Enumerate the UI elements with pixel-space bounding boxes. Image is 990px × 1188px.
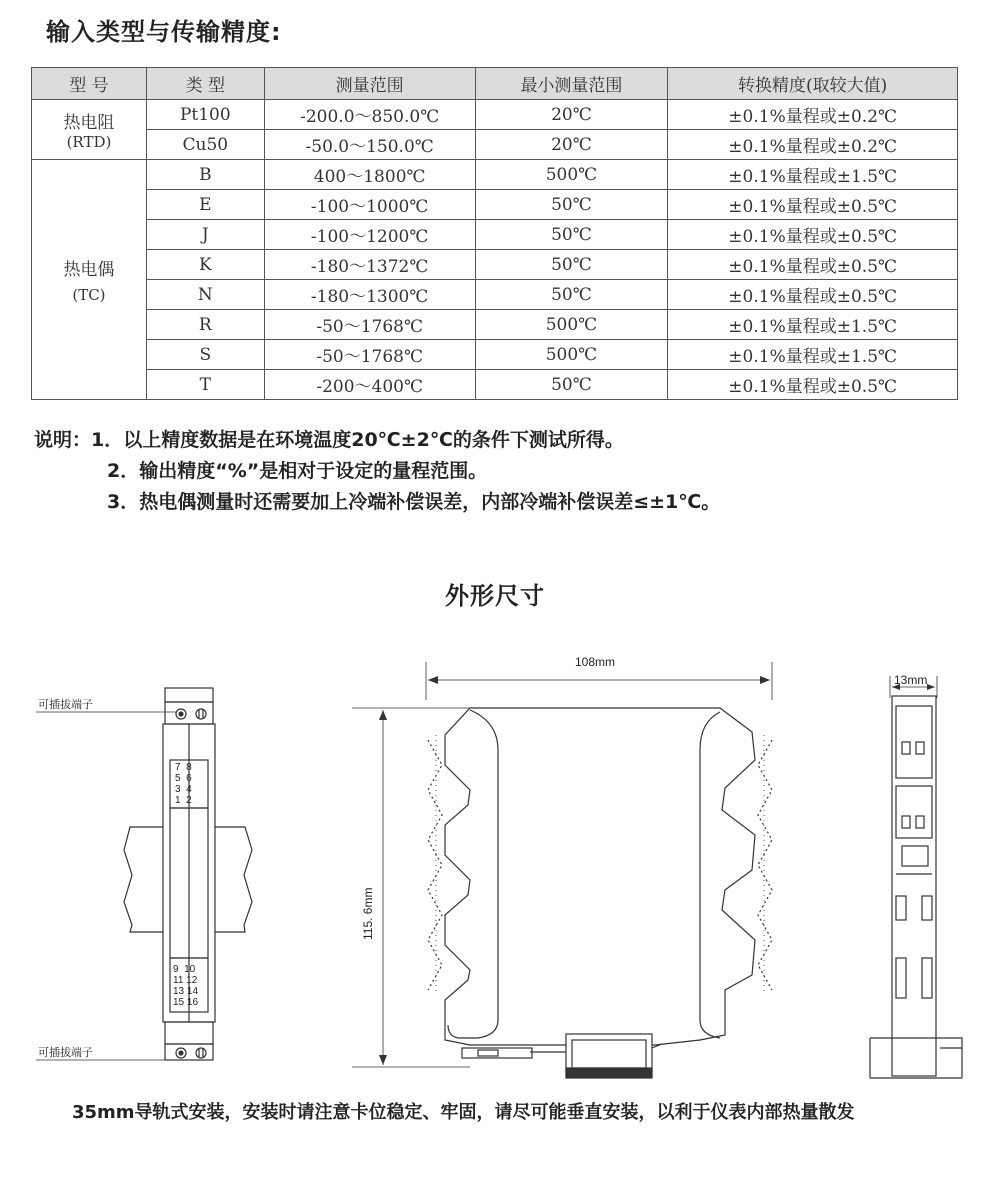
width-dimension: 108mm — [575, 655, 616, 669]
front-view — [36, 688, 252, 1060]
min-range-cell: 500℃ — [475, 160, 668, 190]
type-cell: Pt100 — [146, 100, 264, 130]
min-range-cell: 500℃ — [475, 340, 668, 370]
type-cell: K — [146, 250, 264, 280]
model-cell-rtd — [32, 100, 147, 160]
terminal-number: 7 8 — [175, 762, 192, 773]
accuracy-cell: ±0.1%量程或±1.5℃ — [668, 310, 958, 340]
accuracy-cell: ±0.1%量程或±1.5℃ — [668, 340, 958, 370]
installation-note: 35mm导轨式安装，安装时请注意卡位稳定、牢固，请尽可能垂直安装，以利于仪表内部热量散发 — [72, 1102, 855, 1123]
terminal-number: 13 14 — [173, 986, 199, 997]
type-cell: Cu50 — [146, 130, 264, 160]
notes-block — [34, 425, 720, 518]
range-cell: -50～1768℃ — [264, 340, 475, 370]
accuracy-cell: ±0.1%量程或±0.2℃ — [668, 100, 958, 130]
notes-prefix: 说明： — [34, 429, 92, 451]
accuracy-cell: ±0.1%量程或±0.2℃ — [668, 130, 958, 160]
accuracy-cell: ±0.1%量程或±0.5℃ — [668, 250, 958, 280]
table-row — [32, 250, 958, 280]
range-cell: -50.0～150.0℃ — [264, 130, 475, 160]
note-text: 3．热电偶测量时还需要加上冷端补偿误差，内部冷端补偿误差≤±1℃。 — [107, 491, 721, 513]
header-type: 类 型 — [146, 68, 264, 100]
end-view — [870, 676, 962, 1078]
type-cell: B — [146, 160, 264, 190]
accuracy-cell: ±0.1%量程或±0.5℃ — [668, 190, 958, 220]
table-row — [32, 370, 958, 400]
accuracy-table — [31, 67, 958, 400]
terminal-label-top: 可插拔端子 — [38, 699, 93, 711]
terminal-label-bottom: 可插拔端子 — [38, 1047, 93, 1059]
terminal-number: 15 16 — [173, 997, 199, 1008]
range-cell: -50～1768℃ — [264, 310, 475, 340]
min-range-cell: 50℃ — [475, 280, 668, 310]
note-line-1 — [34, 425, 720, 456]
type-cell: E — [146, 190, 264, 220]
section-title-dimensions: 外形尺寸 — [445, 582, 545, 610]
table-row — [32, 190, 958, 220]
accuracy-cell: ±0.1%量程或±0.5℃ — [668, 220, 958, 250]
range-cell: -200～400℃ — [264, 370, 475, 400]
header-model: 型 号 — [32, 68, 147, 100]
model-name: 热电偶 — [63, 260, 115, 280]
header-min-range: 最小测量范围 — [475, 68, 668, 100]
accuracy-cell: ±0.1%量程或±1.5℃ — [668, 160, 958, 190]
table-header-row — [32, 68, 958, 100]
table-row — [32, 100, 958, 130]
terminal-number: 5 6 — [175, 773, 192, 784]
height-dimension: 115. 6mm — [361, 887, 375, 940]
range-cell: -100～1000℃ — [264, 190, 475, 220]
table-row — [32, 130, 958, 160]
min-range-cell: 50℃ — [475, 250, 668, 280]
table-row — [32, 310, 958, 340]
table-row — [32, 160, 958, 190]
note-text: 1．以上精度数据是在环境温度20℃±2℃的条件下测试所得。 — [91, 429, 624, 451]
accuracy-cell: ±0.1%量程或±0.5℃ — [668, 370, 958, 400]
model-sub: (RTD) — [66, 133, 112, 151]
type-cell: S — [146, 340, 264, 370]
terminal-number: 11 12 — [173, 975, 198, 986]
table-row — [32, 280, 958, 310]
range-cell: -180～1300℃ — [264, 280, 475, 310]
min-range-cell: 50℃ — [475, 190, 668, 220]
terminal-number: 9 10 — [173, 964, 196, 975]
type-cell: J — [146, 220, 264, 250]
table-row — [32, 340, 958, 370]
range-cell: -180～1372℃ — [264, 250, 475, 280]
min-range-cell: 50℃ — [475, 220, 668, 250]
min-range-cell: 20℃ — [475, 130, 668, 160]
range-cell: 400～1800℃ — [264, 160, 475, 190]
side-view — [352, 662, 772, 1078]
model-sub: (TC) — [72, 286, 106, 304]
note-line-3 — [34, 487, 720, 518]
table-row — [32, 220, 958, 250]
range-cell: -100～1200℃ — [264, 220, 475, 250]
model-name: 热电阻 — [63, 113, 115, 133]
min-range-cell: 500℃ — [475, 310, 668, 340]
header-range: 测量范围 — [264, 68, 475, 100]
note-text: 2．输出精度“%”是相对于设定的量程范围。 — [107, 460, 488, 482]
min-range-cell: 20℃ — [475, 100, 668, 130]
header-accuracy: 转换精度(取较大值) — [668, 68, 958, 100]
accuracy-cell: ±0.1%量程或±0.5℃ — [668, 280, 958, 310]
dimension-drawing — [0, 640, 990, 1090]
terminal-number: 1 2 — [175, 795, 192, 806]
depth-dimension: 13mm — [894, 673, 928, 687]
terminal-number: 3 4 — [175, 784, 192, 795]
type-cell: R — [146, 310, 264, 340]
model-cell-tc — [32, 160, 147, 400]
min-range-cell: 50℃ — [475, 370, 668, 400]
type-cell: T — [146, 370, 264, 400]
note-line-2 — [34, 456, 720, 487]
range-cell: -200.0～850.0℃ — [264, 100, 475, 130]
type-cell: N — [146, 280, 264, 310]
section-title-input-types: 输入类型与传输精度: — [46, 18, 282, 46]
